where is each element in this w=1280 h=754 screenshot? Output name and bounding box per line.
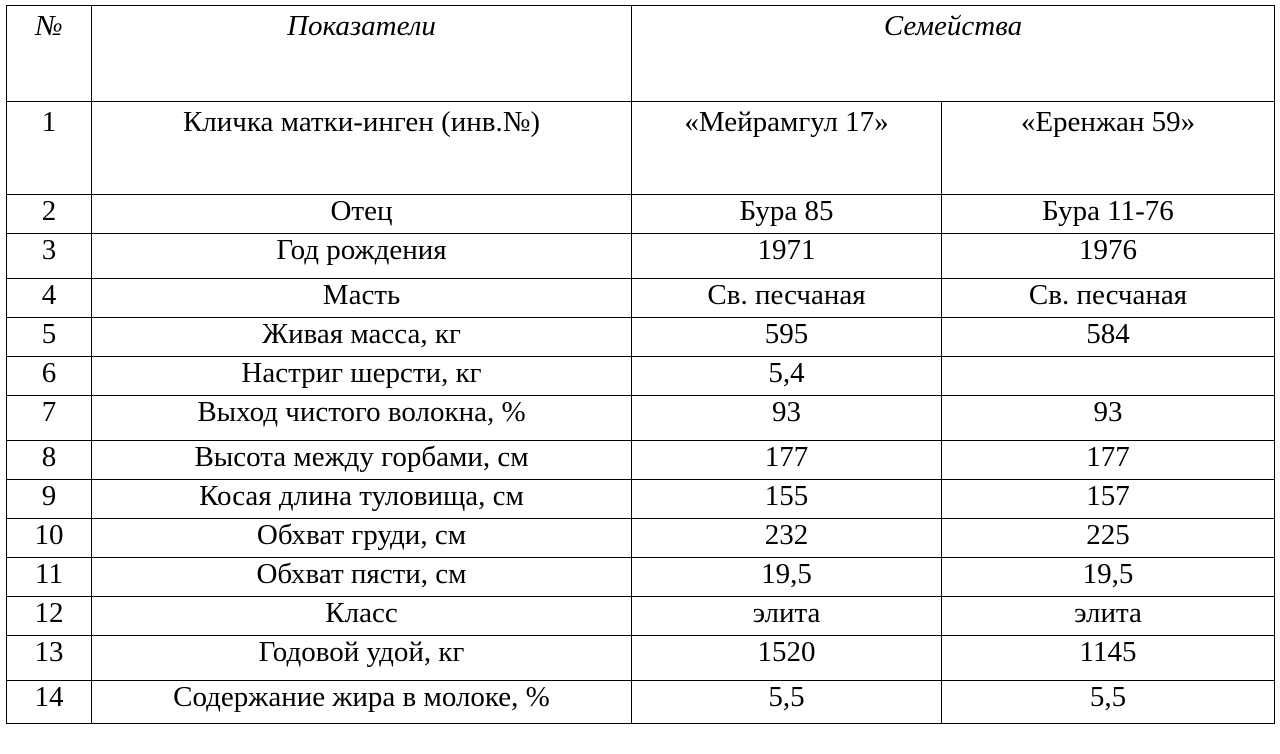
row-value-family-1: 595 [632,318,942,357]
table-row [7,597,1275,636]
row-value-family-1: 5,5 [632,681,942,724]
row-value-family-2: 1145 [942,636,1275,681]
header-indicators: Показатели [92,6,632,102]
table-row [7,519,1275,558]
row-number: 9 [7,480,92,519]
row-value-family-1: 5,4 [632,357,942,396]
row-label: Выход чистого волокна, % [92,396,632,441]
row-number: 3 [7,234,92,279]
row-value-family-2: «Еренжан 59» [942,102,1275,195]
row-number: 12 [7,597,92,636]
row-value-family-2 [942,357,1275,396]
table-row [7,636,1275,681]
row-number: 13 [7,636,92,681]
table-row [7,318,1275,357]
row-label: Кличка матки-инген (инв.№) [92,102,632,195]
header-families: Семейства [632,6,1275,102]
row-value-family-1: 93 [632,396,942,441]
table-row [7,681,1275,724]
row-value-family-1: 1520 [632,636,942,681]
row-label: Настриг шерсти, кг [92,357,632,396]
row-value-family-1: Св. песчаная [632,279,942,318]
row-value-family-2: 584 [942,318,1275,357]
row-number: 4 [7,279,92,318]
row-value-family-1: 177 [632,441,942,480]
row-label: Содержание жира в молоке, % [92,681,632,724]
row-label: Масть [92,279,632,318]
data-table [6,5,1275,724]
row-value-family-2: 5,5 [942,681,1275,724]
row-label: Годовой удой, кг [92,636,632,681]
row-number: 7 [7,396,92,441]
row-number: 5 [7,318,92,357]
row-label: Живая масса, кг [92,318,632,357]
row-value-family-2: 177 [942,441,1275,480]
table-row [7,396,1275,441]
row-value-family-1: элита [632,597,942,636]
row-value-family-1: 19,5 [632,558,942,597]
table-row [7,195,1275,234]
row-value-family-1: Бура 85 [632,195,942,234]
row-number: 11 [7,558,92,597]
table-row [7,480,1275,519]
row-label: Обхват груди, см [92,519,632,558]
row-value-family-2: 157 [942,480,1275,519]
row-label: Обхват пясти, см [92,558,632,597]
row-number: 8 [7,441,92,480]
row-number: 6 [7,357,92,396]
row-label: Класс [92,597,632,636]
row-value-family-2: Бура 11-76 [942,195,1275,234]
row-value-family-1: «Мейрамгул 17» [632,102,942,195]
table-row [7,279,1275,318]
row-value-family-1: 155 [632,480,942,519]
row-value-family-2: элита [942,597,1275,636]
row-number: 14 [7,681,92,724]
row-number: 10 [7,519,92,558]
row-value-family-1: 232 [632,519,942,558]
row-label: Высота между горбами, см [92,441,632,480]
table-row [7,102,1275,195]
header-row [7,6,1275,102]
row-value-family-2: Св. песчаная [942,279,1275,318]
table-row [7,441,1275,480]
row-number: 1 [7,102,92,195]
table-row [7,234,1275,279]
row-label: Отец [92,195,632,234]
row-value-family-2: 93 [942,396,1275,441]
row-value-family-2: 1976 [942,234,1275,279]
table-row [7,357,1275,396]
row-label: Косая длина туловища, см [92,480,632,519]
row-value-family-2: 19,5 [942,558,1275,597]
row-number: 2 [7,195,92,234]
table-row [7,558,1275,597]
row-value-family-2: 225 [942,519,1275,558]
row-label: Год рождения [92,234,632,279]
row-value-family-1: 1971 [632,234,942,279]
header-number: № [7,6,92,102]
